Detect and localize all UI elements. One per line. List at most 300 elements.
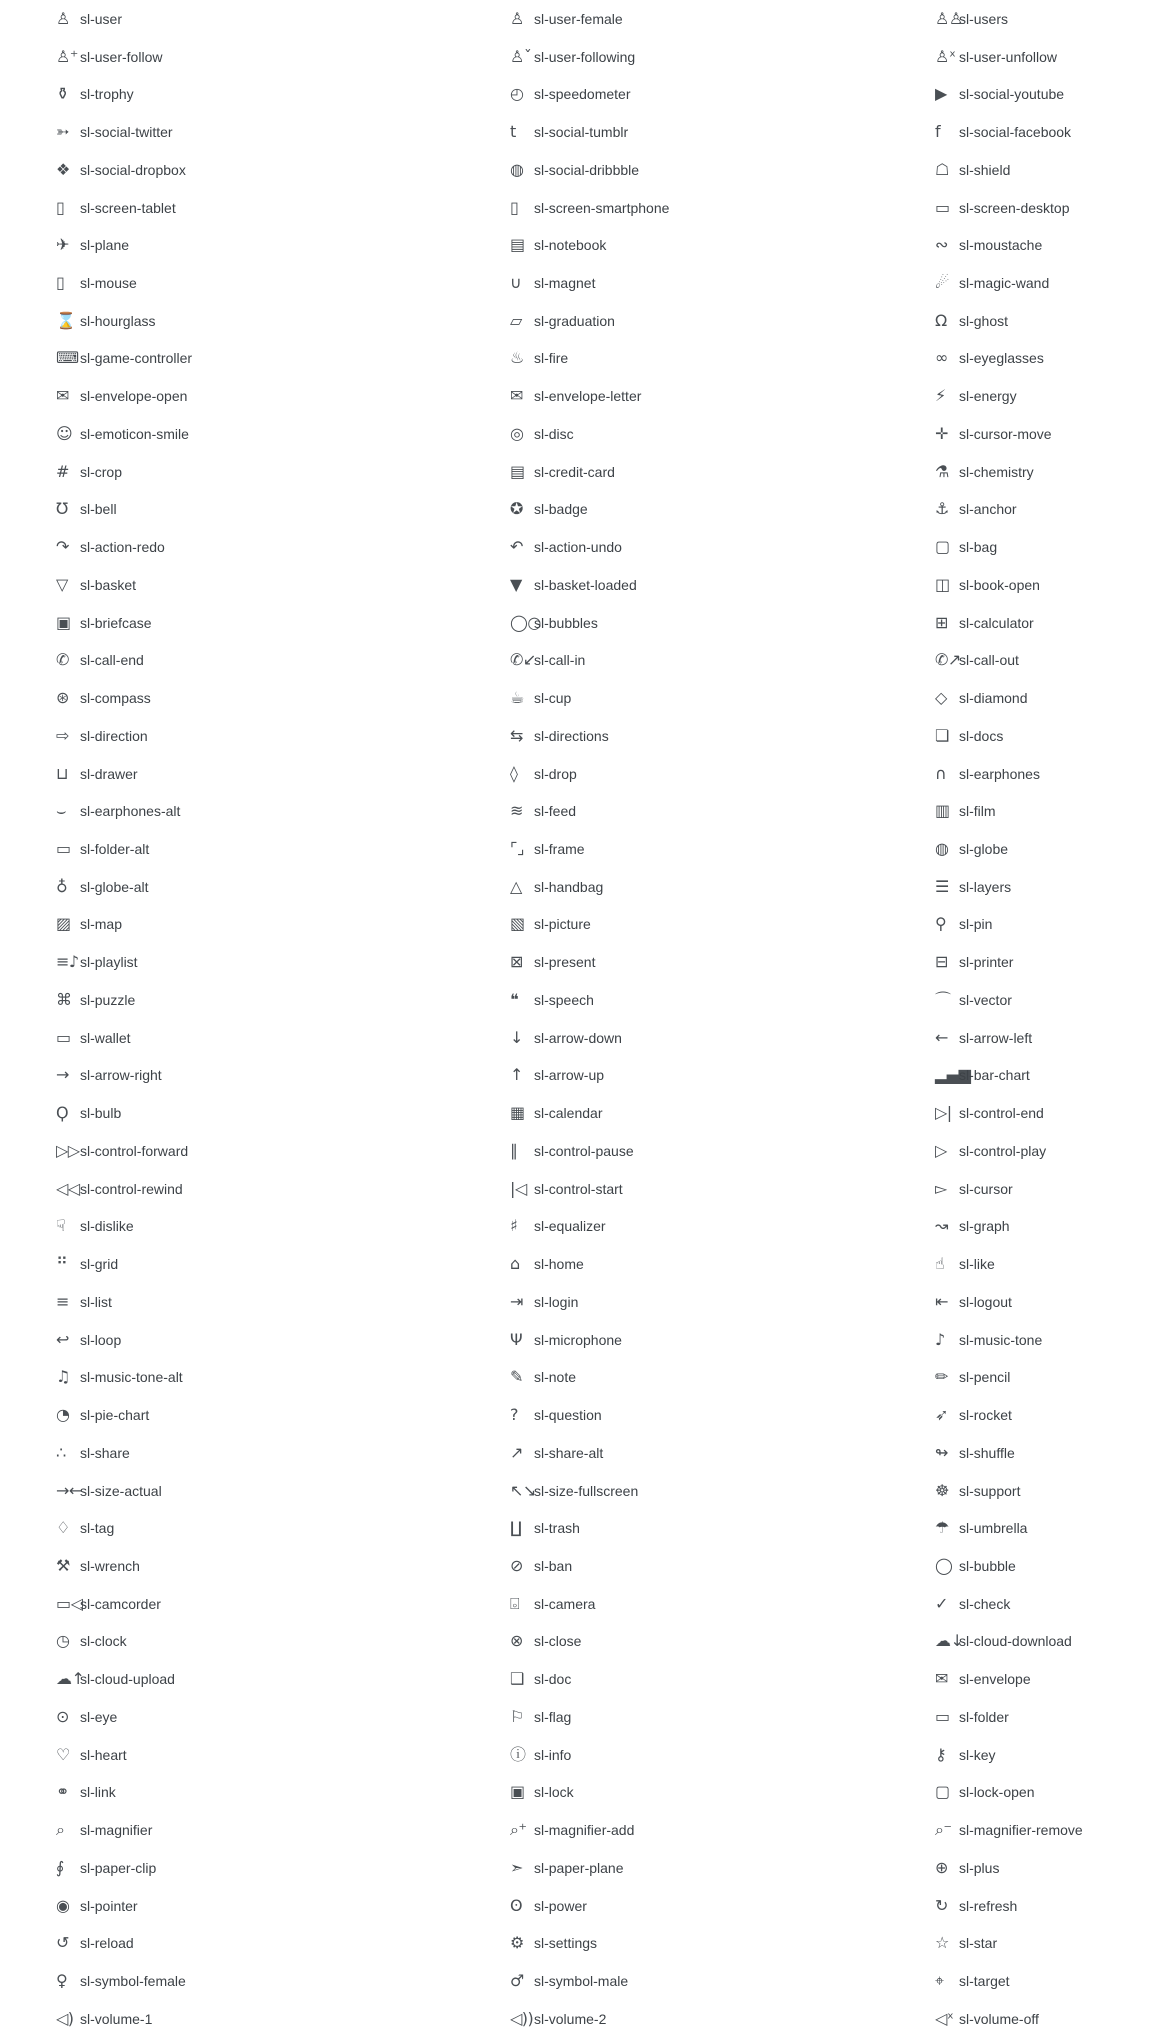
icon-label: sl-playlist bbox=[80, 954, 138, 971]
sl-earphones-icon: ∩ bbox=[935, 763, 947, 783]
icon-cell bbox=[56, 1019, 510, 1057]
icon-label: sl-puzzle bbox=[80, 991, 136, 1008]
icon-label: sl-volume-1 bbox=[80, 2010, 153, 2027]
icon-label: sl-arrow-down bbox=[534, 1029, 622, 1046]
icon-cell bbox=[510, 1208, 935, 1246]
icon-label: sl-key bbox=[959, 1746, 996, 1763]
icon-label: sl-bubble bbox=[959, 1557, 1016, 1574]
icon-cell bbox=[510, 1019, 935, 1057]
sl-bell-icon: Ʊ bbox=[56, 499, 68, 519]
sl-drop-icon: ◊ bbox=[510, 763, 518, 783]
icon-label: sl-magnifier-remove bbox=[959, 1822, 1083, 1839]
sl-camcorder-icon: ▭◁ bbox=[56, 1593, 83, 1613]
icon-label: sl-mouse bbox=[80, 275, 137, 291]
icon-label: sl-home bbox=[534, 1256, 584, 1273]
icon-label: sl-trophy bbox=[80, 86, 134, 103]
icon-label: sl-music-tone-alt bbox=[80, 1369, 183, 1386]
sl-credit-card-icon: ▤ bbox=[510, 461, 525, 481]
sl-share-icon: ∴ bbox=[56, 1442, 66, 1462]
icon-label: sl-bulb bbox=[80, 1105, 122, 1122]
icon-cell bbox=[935, 943, 1160, 981]
icon-cell bbox=[935, 1585, 1160, 1623]
sl-music-tone-icon: ♪ bbox=[935, 1329, 945, 1349]
icon-label: sl-check bbox=[959, 1595, 1011, 1612]
icon-cell bbox=[56, 0, 510, 38]
icon-cell bbox=[510, 1396, 935, 1434]
icon-cell bbox=[510, 830, 935, 868]
icon-cell bbox=[935, 415, 1160, 453]
sl-size-fullscreen-icon: ↖↘ bbox=[510, 1480, 536, 1500]
icon-label: sl-graph bbox=[959, 1218, 1010, 1235]
sl-magnifier-icon: ⌕ bbox=[56, 1820, 65, 1840]
sl-social-facebook-icon: f bbox=[935, 122, 941, 142]
sl-compass-icon: ⊛ bbox=[56, 688, 69, 708]
icon-cell bbox=[510, 755, 935, 793]
icon-cell bbox=[510, 1057, 935, 1095]
icon-label: sl-compass bbox=[80, 690, 151, 707]
icon-label: sl-layers bbox=[959, 878, 1012, 895]
sl-basket-loaded-icon: ▼ bbox=[510, 574, 522, 594]
sl-share-alt-icon: ↗ bbox=[510, 1442, 523, 1462]
icon-label: sl-hourglass bbox=[80, 312, 156, 329]
icon-label: sl-cloud-upload bbox=[80, 1671, 175, 1688]
sl-screen-desktop-icon: ▭ bbox=[935, 197, 950, 217]
icon-label: sl-list bbox=[80, 1293, 112, 1310]
icon-label: sl-eye bbox=[80, 1708, 118, 1725]
icon-cell bbox=[510, 226, 935, 264]
icon-label: sl-info bbox=[534, 1746, 572, 1763]
sl-call-end-icon: ✆ bbox=[56, 650, 69, 670]
icon-label: sl-screen-tablet bbox=[80, 199, 176, 216]
icon-cell bbox=[510, 528, 935, 566]
sl-pointer-icon: ◉ bbox=[56, 1895, 70, 1915]
icon-cell bbox=[510, 1698, 935, 1736]
icon-label: sl-diamond bbox=[959, 690, 1028, 707]
sl-lock-open-icon: ▢ bbox=[935, 1782, 950, 1802]
icon-cell bbox=[935, 1698, 1160, 1736]
icon-label: sl-plane bbox=[80, 237, 130, 254]
sl-feed-icon: ≋ bbox=[510, 801, 523, 821]
icon-label: sl-wrench bbox=[80, 1557, 140, 1574]
sl-rocket-icon: ➶ bbox=[935, 1405, 948, 1425]
icon-cell bbox=[56, 1170, 510, 1208]
icon-cell bbox=[510, 2000, 935, 2038]
sl-music-tone-alt-icon: ♫ bbox=[56, 1367, 70, 1387]
icon-label: sl-camera bbox=[534, 1595, 596, 1612]
icon-cell bbox=[935, 1358, 1160, 1396]
icon-cell bbox=[510, 1660, 935, 1698]
sl-link-icon: ⚭ bbox=[56, 1782, 69, 1802]
icon-label: sl-doc bbox=[534, 1671, 572, 1688]
sl-briefcase-icon: ▣ bbox=[56, 612, 71, 632]
icon-label: sl-user-following bbox=[534, 48, 636, 65]
icon-cell bbox=[935, 1170, 1160, 1208]
icon-cell bbox=[56, 1396, 510, 1434]
sl-direction-icon: ⇨ bbox=[56, 725, 69, 745]
icon-cell bbox=[56, 453, 510, 491]
icon-label: sl-social-twitter bbox=[80, 124, 173, 141]
sl-plus-icon: ⊕ bbox=[935, 1857, 948, 1877]
icon-label: sl-speedometer bbox=[534, 86, 631, 103]
sl-arrow-up-icon: ↑ bbox=[510, 1065, 523, 1085]
sl-badge-icon: ✪ bbox=[510, 499, 523, 519]
icon-label: sl-tag bbox=[80, 1520, 115, 1537]
icon-label: sl-briefcase bbox=[80, 614, 152, 631]
icon-cell bbox=[935, 151, 1160, 189]
icon-cell bbox=[510, 1321, 935, 1359]
icon-cell bbox=[56, 1434, 510, 1472]
sl-loop-icon: ↩ bbox=[56, 1329, 69, 1349]
icon-cell bbox=[510, 264, 935, 302]
icon-label: sl-heart bbox=[80, 1746, 127, 1763]
icon-cell bbox=[56, 113, 510, 151]
sl-arrow-down-icon: ↓ bbox=[510, 1027, 523, 1047]
icon-cell bbox=[510, 679, 935, 717]
icon-label: sl-arrow-right bbox=[80, 1067, 162, 1084]
icon-cell bbox=[510, 566, 935, 604]
sl-home-icon: ⌂ bbox=[510, 1254, 520, 1274]
icon-cell bbox=[56, 1057, 510, 1095]
sl-pin-icon: ⚲ bbox=[935, 914, 947, 934]
icon-label: sl-control-pause bbox=[534, 1142, 634, 1159]
icon-cell bbox=[935, 38, 1160, 76]
icon-label: sl-question bbox=[534, 1407, 602, 1424]
sl-paper-clip-icon: ∮ bbox=[56, 1857, 64, 1877]
icon-cell bbox=[56, 1472, 510, 1510]
icon-label: sl-settings bbox=[534, 1935, 598, 1952]
icon-label: sl-vector bbox=[959, 991, 1012, 1008]
sl-hourglass-icon: ⌛ bbox=[56, 310, 76, 330]
icon-label: sl-volume-2 bbox=[534, 2010, 607, 2027]
sl-question-icon: ? bbox=[510, 1405, 518, 1425]
sl-wallet-icon: ▭ bbox=[56, 1027, 71, 1047]
icon-label: sl-trash bbox=[534, 1520, 580, 1537]
icon-label: sl-map bbox=[80, 916, 123, 933]
icon-label: sl-ghost bbox=[959, 312, 1009, 329]
icon-label: sl-calendar bbox=[534, 1105, 603, 1122]
sl-power-icon: ʘ bbox=[510, 1895, 523, 1915]
sl-map-icon: ▨ bbox=[56, 914, 71, 934]
sl-shuffle-icon: ↬ bbox=[935, 1442, 948, 1462]
icon-cell bbox=[935, 1396, 1160, 1434]
icon-cell bbox=[935, 528, 1160, 566]
icon-cell bbox=[935, 1849, 1160, 1887]
sl-disc-icon: ◎ bbox=[510, 423, 524, 443]
icon-label: sl-globe-alt bbox=[80, 878, 149, 895]
icon-cell bbox=[56, 1245, 510, 1283]
icon-cell bbox=[935, 1208, 1160, 1246]
sl-picture-icon: ▧ bbox=[510, 914, 525, 934]
sl-microphone-icon: Ψ bbox=[510, 1329, 523, 1349]
sl-ban-icon: ⊘ bbox=[510, 1555, 523, 1575]
icon-cell bbox=[510, 113, 935, 151]
icon-label: sl-user-follow bbox=[80, 48, 163, 65]
icon-cell bbox=[56, 1208, 510, 1246]
icon-label: sl-social-dribbble bbox=[534, 161, 640, 178]
sl-anchor-icon: ⚓ bbox=[935, 499, 949, 519]
icon-cell bbox=[510, 1924, 935, 1962]
icon-cell bbox=[510, 1849, 935, 1887]
icon-label: sl-screen-desktop bbox=[959, 199, 1070, 216]
icon-cell bbox=[935, 0, 1160, 38]
icon-label: sl-grid bbox=[80, 1256, 119, 1273]
sl-emoticon-smile-icon: ☺ bbox=[56, 423, 73, 443]
icon-cell bbox=[510, 38, 935, 76]
icon-cell bbox=[510, 1774, 935, 1812]
sl-energy-icon: ⚡ bbox=[935, 386, 946, 406]
sl-globe-alt-icon: ♁ bbox=[56, 876, 68, 896]
icon-cell bbox=[510, 1509, 935, 1547]
icon-label: sl-frame bbox=[534, 841, 585, 858]
icon-label: sl-dislike bbox=[80, 1218, 134, 1235]
sl-reload-icon: ↺ bbox=[56, 1933, 69, 1953]
icon-cell bbox=[510, 1623, 935, 1661]
icon-label: sl-bell bbox=[80, 501, 117, 518]
icon-cell bbox=[935, 792, 1160, 830]
sl-eyeglasses-icon: ∞ bbox=[935, 348, 948, 368]
icon-cell bbox=[56, 1283, 510, 1321]
icon-cell bbox=[56, 943, 510, 981]
sl-chemistry-icon: ⚗ bbox=[935, 461, 949, 481]
icon-cell bbox=[510, 1245, 935, 1283]
icon-label: sl-users bbox=[959, 10, 1009, 27]
icon-cell bbox=[510, 1811, 935, 1849]
sl-user-icon: ♙ bbox=[56, 8, 70, 28]
sl-layers-icon: ☰ bbox=[935, 876, 949, 896]
sl-graduation-icon: ▱ bbox=[510, 310, 522, 330]
sl-bubble-icon: ◯ bbox=[935, 1555, 953, 1575]
sl-calculator-icon: ⊞ bbox=[935, 612, 948, 632]
sl-like-icon: ☝ bbox=[935, 1254, 945, 1274]
icon-label: sl-directions bbox=[534, 727, 609, 744]
icon-cell bbox=[935, 1623, 1160, 1661]
icon-label: sl-book-open bbox=[959, 576, 1040, 593]
icon-label: sl-magnifier bbox=[80, 1822, 153, 1839]
icon-cell bbox=[56, 1660, 510, 1698]
sl-bag-icon: ▢ bbox=[935, 537, 950, 557]
icon-label: sl-control-end bbox=[959, 1105, 1044, 1122]
sl-social-tumblr-icon: t bbox=[510, 122, 516, 142]
icon-cell bbox=[935, 1245, 1160, 1283]
icon-cell bbox=[935, 1924, 1160, 1962]
sl-camera-icon: ⌻ bbox=[510, 1593, 520, 1613]
sl-bulb-icon: Ϙ bbox=[56, 1103, 69, 1123]
icon-label: sl-control-forward bbox=[80, 1142, 189, 1159]
icon-cell bbox=[56, 792, 510, 830]
icon-label: sl-magic-wand bbox=[959, 275, 1050, 291]
icon-cell bbox=[56, 717, 510, 755]
sl-user-unfollow-icon: ♙ˣ bbox=[935, 46, 956, 66]
icon-cell bbox=[935, 377, 1160, 415]
sl-flag-icon: ⚐ bbox=[510, 1706, 524, 1726]
icon-cell bbox=[510, 604, 935, 642]
icon-label: sl-shuffle bbox=[959, 1444, 1015, 1461]
icon-cell bbox=[510, 151, 935, 189]
icon-cell bbox=[935, 1660, 1160, 1698]
sl-vector-icon: ⌒ bbox=[935, 989, 951, 1009]
sl-clock-icon: ◷ bbox=[56, 1631, 70, 1651]
icon-cell bbox=[56, 2000, 510, 2038]
sl-pie-chart-icon: ◔ bbox=[56, 1405, 70, 1425]
sl-dislike-icon: ☟ bbox=[56, 1216, 66, 1236]
sl-magnet-icon: ∪ bbox=[510, 273, 522, 292]
icon-cell bbox=[935, 1962, 1160, 2000]
icon-label: sl-wallet bbox=[80, 1029, 131, 1046]
icon-cell bbox=[56, 679, 510, 717]
sl-action-undo-icon: ↶ bbox=[510, 537, 523, 557]
icon-cell bbox=[510, 943, 935, 981]
icon-label: sl-plus bbox=[959, 1859, 1000, 1876]
sl-diamond-icon: ◇ bbox=[935, 688, 947, 708]
sl-magnifier-remove-icon: ⌕⁻ bbox=[935, 1820, 952, 1840]
sl-present-icon: ⊠ bbox=[510, 952, 523, 972]
icon-cell bbox=[510, 1962, 935, 2000]
icon-cell bbox=[56, 415, 510, 453]
icon-cell bbox=[56, 528, 510, 566]
icon-cell bbox=[935, 1811, 1160, 1849]
icon-label: sl-target bbox=[959, 1973, 1010, 1990]
icon-cell bbox=[935, 717, 1160, 755]
icon-label: sl-paper-clip bbox=[80, 1859, 157, 1876]
icon-label: sl-pin bbox=[959, 916, 993, 933]
icon-label: sl-anchor bbox=[959, 501, 1017, 518]
icon-cell bbox=[56, 302, 510, 340]
sl-graph-icon: ↝ bbox=[935, 1216, 948, 1236]
icon-cell bbox=[935, 1736, 1160, 1774]
icon-label: sl-arrow-up bbox=[534, 1067, 605, 1084]
icon-label: sl-shield bbox=[959, 161, 1011, 178]
sl-volume-off-icon: ◁ˣ bbox=[935, 2008, 954, 2028]
icon-cell bbox=[510, 1132, 935, 1170]
icon-label: sl-share bbox=[80, 1444, 130, 1461]
icon-cell bbox=[56, 1547, 510, 1585]
sl-user-following-icon: ♙ˇ bbox=[510, 46, 532, 66]
icon-label: sl-calculator bbox=[959, 614, 1034, 631]
icon-cell bbox=[510, 1472, 935, 1510]
icon-cell bbox=[510, 377, 935, 415]
sl-control-pause-icon: ∥ bbox=[510, 1140, 518, 1160]
icon-label: sl-game-controller bbox=[80, 350, 193, 367]
icon-cell bbox=[935, 226, 1160, 264]
icon-label: sl-flag bbox=[534, 1708, 572, 1725]
icon-label: sl-envelope-open bbox=[80, 388, 188, 405]
icon-cell bbox=[935, 604, 1160, 642]
icon-cell bbox=[56, 830, 510, 868]
icon-label: sl-globe bbox=[959, 841, 1009, 858]
icon-cell bbox=[510, 1170, 935, 1208]
icon-label: sl-energy bbox=[959, 388, 1017, 405]
icon-label: sl-envelope bbox=[959, 1671, 1031, 1688]
icon-label: sl-pie-chart bbox=[80, 1407, 150, 1424]
icon-cell bbox=[935, 1509, 1160, 1547]
icon-cell bbox=[56, 340, 510, 378]
sl-user-female-icon: ♙ bbox=[510, 8, 524, 28]
sl-symbol-female-icon: ♀ bbox=[56, 1971, 68, 1991]
icon-cell bbox=[56, 906, 510, 944]
icon-label: sl-control-start bbox=[534, 1180, 623, 1197]
icon-cell bbox=[935, 1472, 1160, 1510]
icon-cell bbox=[510, 340, 935, 378]
sl-note-icon: ✎ bbox=[510, 1367, 523, 1387]
icon-cell bbox=[56, 1358, 510, 1396]
icon-label: sl-action-redo bbox=[80, 539, 165, 556]
icon-label: sl-envelope-letter bbox=[534, 388, 642, 405]
icon-cell bbox=[510, 1887, 935, 1925]
sl-bubbles-icon: ◯○ bbox=[510, 612, 541, 632]
sl-grid-icon: ⠛ bbox=[56, 1254, 68, 1274]
sl-control-end-icon: ▷| bbox=[935, 1103, 952, 1123]
icon-label: sl-folder bbox=[959, 1708, 1009, 1725]
sl-globe-icon: ◍ bbox=[935, 839, 949, 859]
icon-label: sl-call-end bbox=[80, 652, 144, 669]
icon-cell bbox=[935, 1887, 1160, 1925]
icon-label: sl-folder-alt bbox=[80, 841, 150, 858]
icon-label: sl-social-facebook bbox=[959, 124, 1072, 141]
icon-label: sl-pencil bbox=[959, 1369, 1011, 1386]
sl-target-icon: ⌖ bbox=[935, 1971, 944, 1991]
icon-cell bbox=[935, 189, 1160, 227]
icon-label: sl-link bbox=[80, 1784, 116, 1801]
sl-cursor-icon: ▻ bbox=[935, 1178, 947, 1198]
icon-label: sl-bar-chart bbox=[959, 1067, 1030, 1084]
icon-cell bbox=[935, 264, 1160, 302]
icon-cell bbox=[510, 491, 935, 529]
sl-lock-icon: ▣ bbox=[510, 1782, 525, 1802]
icon-cell bbox=[56, 1962, 510, 2000]
icon-label: sl-drawer bbox=[80, 765, 138, 782]
icon-cell bbox=[935, 906, 1160, 944]
icon-label: sl-bubbles bbox=[534, 614, 598, 631]
sl-info-icon: ⓘ bbox=[510, 1744, 526, 1764]
icon-cell bbox=[510, 1547, 935, 1585]
icon-label: sl-earphones-alt bbox=[80, 803, 181, 820]
icon-label: sl-social-youtube bbox=[959, 86, 1065, 103]
sl-speech-icon: ❝ bbox=[510, 989, 519, 1009]
icon-cell bbox=[510, 75, 935, 113]
sl-envelope-icon: ✉ bbox=[935, 1669, 948, 1689]
sl-cursor-move-icon: ✛ bbox=[935, 423, 948, 443]
sl-trophy-icon: ⚱ bbox=[56, 84, 69, 104]
icon-cell bbox=[510, 981, 935, 1019]
sl-speedometer-icon: ◴ bbox=[510, 84, 524, 104]
sl-login-icon: ⇥ bbox=[510, 1291, 523, 1311]
icon-label: sl-cursor bbox=[959, 1180, 1013, 1197]
icon-label: sl-lock bbox=[534, 1784, 574, 1801]
sl-close-icon: ⊗ bbox=[510, 1631, 523, 1651]
sl-cloud-download-icon: ☁↓ bbox=[935, 1631, 964, 1651]
icon-cell bbox=[56, 1509, 510, 1547]
icon-cell bbox=[510, 415, 935, 453]
icon-cell bbox=[510, 1434, 935, 1472]
sl-envelope-letter-icon: ✉ bbox=[510, 386, 523, 406]
icon-cell bbox=[935, 113, 1160, 151]
icon-cell bbox=[510, 0, 935, 38]
icon-cell bbox=[56, 1094, 510, 1132]
icon-label: sl-magnifier-add bbox=[534, 1822, 635, 1839]
icon-label: sl-notebook bbox=[534, 237, 607, 254]
sl-printer-icon: ⊟ bbox=[935, 952, 948, 972]
icon-label: sl-symbol-female bbox=[80, 1973, 186, 1990]
sl-crop-icon: # bbox=[56, 461, 69, 481]
icon-cell bbox=[56, 1849, 510, 1887]
icon-cell bbox=[510, 189, 935, 227]
sl-social-dropbox-icon: ❖ bbox=[56, 159, 70, 179]
icon-cell bbox=[935, 641, 1160, 679]
icon-label: sl-star bbox=[959, 1935, 998, 1952]
sl-calendar-icon: ▦ bbox=[510, 1103, 525, 1123]
icon-label: sl-equalizer bbox=[534, 1218, 606, 1235]
sl-frame-icon: ⌜⌟ bbox=[510, 839, 524, 859]
